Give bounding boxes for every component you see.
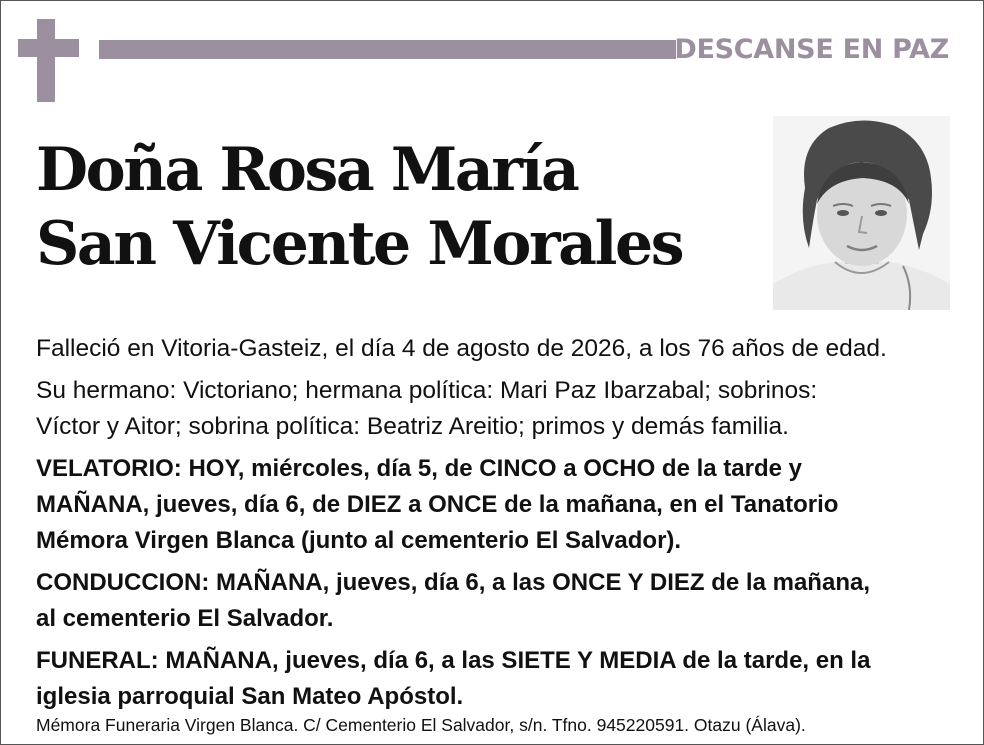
name-line-1: Doña Rosa María [36,135,578,205]
conduccion-line-1: CONDUCCION: MAÑANA, jueves, día 6, a las ONCE Y DIEZ de la mañana, [36,569,870,596]
notice-body [36,331,966,721]
family-line-2: Víctor y Aitor; sobrina política: Beatriz Areitio; primos y demás familia. [36,413,789,440]
funeral-line-1: FUNERAL: MAÑANA, jueves, día 6, a las SIETE Y MEDIA de la tarde, en la [36,647,871,674]
cross-vertical-bar [37,19,55,102]
conduccion-section [36,565,966,637]
funeral-line-2: iglesia parroquial San Mateo Apóstol. [36,683,464,710]
velatorio-line-1: VELATORIO: HOY, miércoles, día 5, de CINCO a OCHO de la tarde y [36,455,802,482]
family-list [36,373,966,445]
conduccion-line-2: al cementerio El Salvador. [36,605,334,632]
name-line-2: San Vicente Morales [36,209,683,279]
deceased-name [36,133,756,281]
velatorio-line-2: MAÑANA, jueves, día 6, de DIEZ a ONCE de la mañana, en el Tanatorio [36,491,839,518]
velatorio-line-3: Mémora Virgen Blanca (junto al cementerio El Salvador). [36,527,682,554]
portrait-image [773,116,950,310]
funeral-section [36,643,966,715]
cross-horizontal-bar [18,39,79,57]
family-line-1: Su hermano: Victoriano; hermana política: Mari Paz Ibarzabal; sobrinos: [36,377,818,404]
funeral-home-footer: Mémora Funeraria Virgen Blanca. C/ Cementerio El Salvador, s/n. Tfno. 945220591. Otazu (Álava). [36,715,806,735]
portrait-photo [773,116,950,310]
velatorio-section [36,451,966,559]
death-statement [36,331,966,367]
header-tag: DESCANSE EN PAZ [674,34,949,65]
header-rule [99,40,676,59]
death-line: Falleció en Vitoria-Gasteiz, el día 4 de agosto de 2026, a los 76 años de edad. [36,335,887,362]
